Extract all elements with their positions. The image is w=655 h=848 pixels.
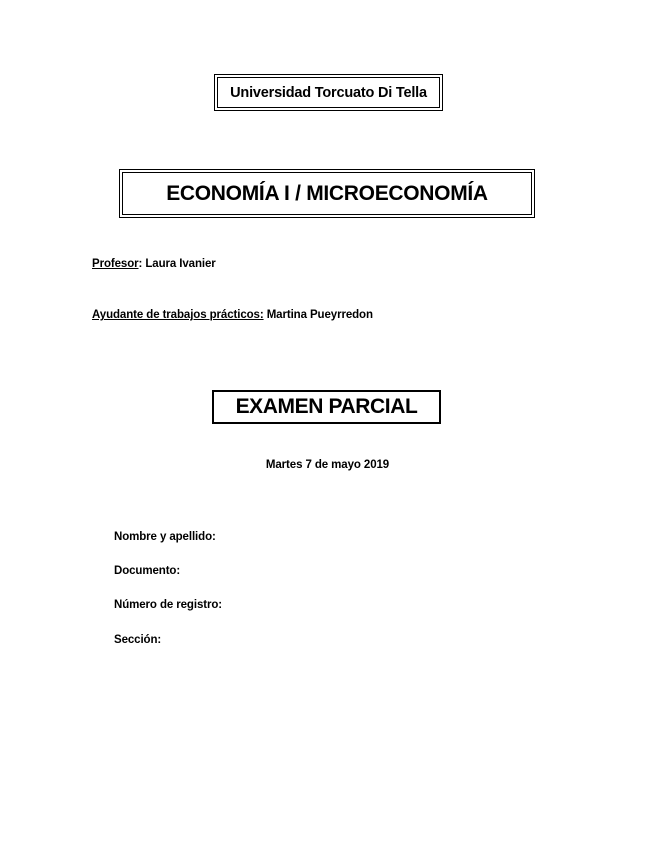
student-document-field: Documento: [114, 565, 181, 577]
course-title-box [119, 169, 535, 218]
professor-line [92, 258, 216, 270]
student-section-field: Sección: [114, 634, 162, 646]
assistant-line [92, 309, 373, 321]
student-name-field: Nombre y apellido: [114, 531, 216, 543]
professor-colon: : [138, 258, 143, 270]
exam-date: Martes 7 de mayo 2019 [265, 459, 390, 471]
exam-title: EXAMEN PARCIAL [235, 395, 418, 418]
university-name: Universidad Torcuato Di Tella [230, 84, 427, 101]
exam-title-box [212, 390, 441, 424]
course-title: ECONOMÍA I / MICROECONOMÍA [166, 181, 488, 205]
assistant-name: Martina Pueyrredon [266, 309, 373, 321]
professor-label: Profesor [92, 258, 139, 270]
student-registry-field: Número de registro: [114, 599, 223, 611]
professor-name: Laura Ivanier [145, 258, 216, 270]
university-title-box [214, 74, 443, 111]
assistant-label: Ayudante de trabajos prácticos: [92, 309, 264, 321]
